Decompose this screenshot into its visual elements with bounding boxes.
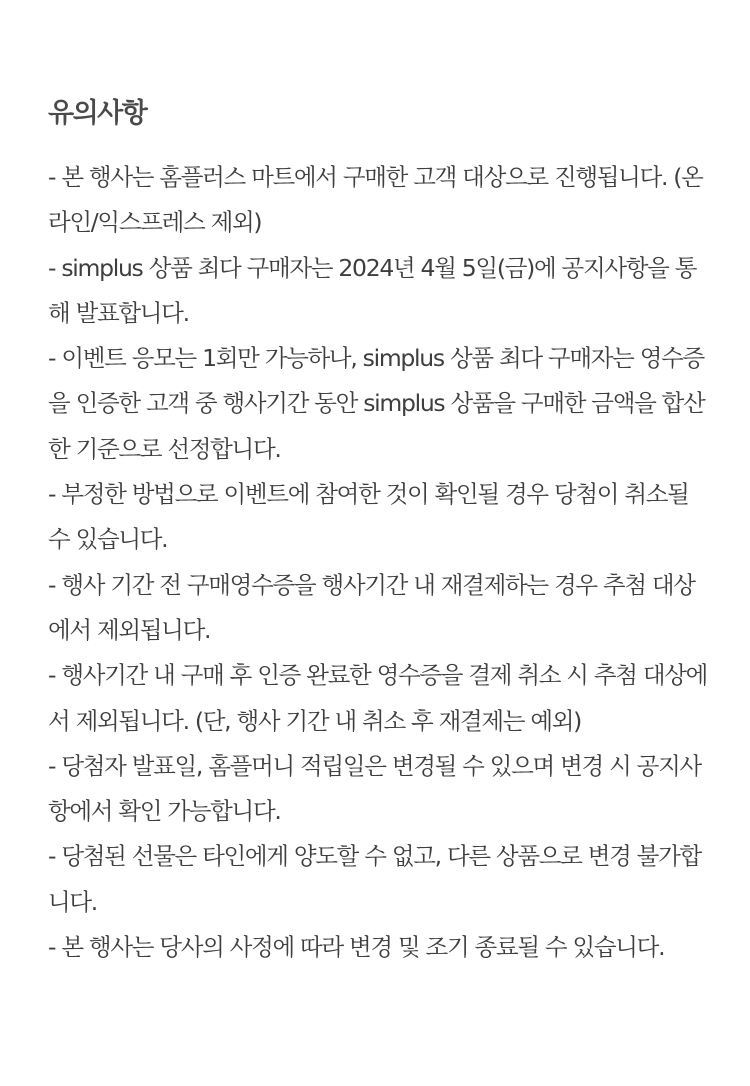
notice-section <box>48 94 708 962</box>
notice-item-date-change: - 당첨자 발표일, 홈플머니 적립일은 변경될 수 있으며 변경 시 공지사항에서 확인 가능합니다. <box>48 751 701 826</box>
notice-item-fraud-cancellation: - 부정한 방법으로 이벤트에 참여한 것이 확인될 경우 당첨이 취소될 수 있습니다. <box>48 480 689 554</box>
notice-list <box>48 155 708 970</box>
notice-title: 유의사항 <box>48 98 147 129</box>
notice-item-winner-announcement: - simplus 상품 최다 구매자는 2024년 4월 5일(금)에 공지사항을 통해 발표합니다. <box>48 253 697 327</box>
notice-item-repayment-exclusion: - 행사 기간 전 구매영수증을 행사기간 내 재결제하는 경우 추첨 대상에서 제외됩니다. <box>48 570 695 644</box>
notice-item-event-scope: - 본 행사는 홈플러스 마트에서 구매한 고객 대상으로 진행됩니다. (온라인/익스프레스 제외) <box>48 163 703 237</box>
notice-item-cancel-exclusion: - 행사기간 내 구매 후 인증 완료한 영수증을 결제 취소 시 추첨 대상에서 제외됩니다. (단, 행사 기간 내 취소 후 재결제는 예외) <box>48 661 708 735</box>
notice-item-gift-transfer: - 당첨된 선물은 타인에게 양도할 수 없고, 다른 상품으로 변경 불가합니다. <box>48 842 701 916</box>
notice-item-early-termination: - 본 행사는 당사의 사정에 따라 변경 및 조기 종료될 수 있습니다. <box>48 933 665 962</box>
notice-item-entry-rules: - 이벤트 응모는 1회만 가능하나, simplus 상품 최다 구매자는 영수증을 인증한 고객 중 행사기간 동안 simplus 상품을 구매한 금액을 합산한 기준으로 선정합니다. <box>48 344 705 463</box>
